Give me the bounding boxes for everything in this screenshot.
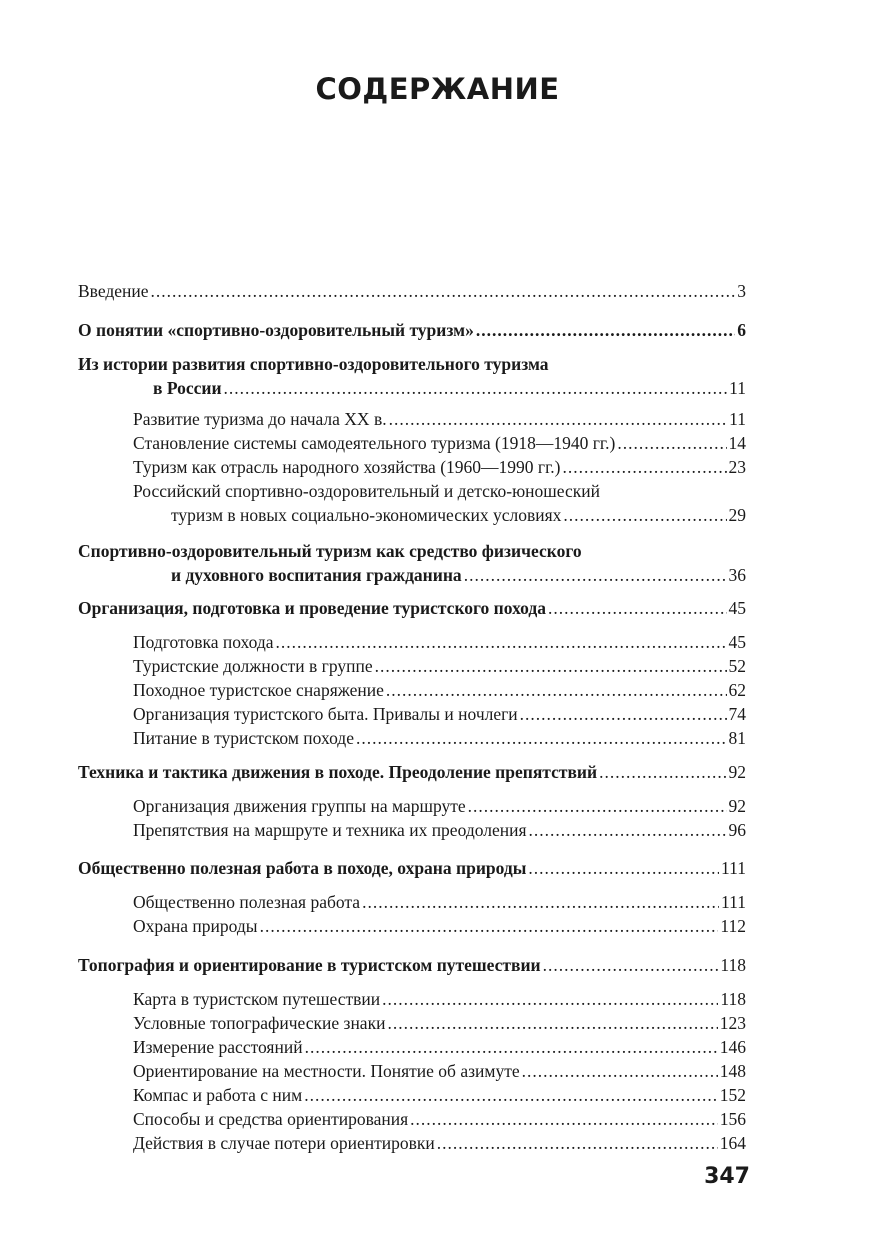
toc-entry-page: 62 bbox=[728, 680, 746, 700]
toc-entry-page: 111 bbox=[721, 858, 746, 878]
dot-leader bbox=[548, 596, 726, 620]
toc-entry[interactable] bbox=[133, 1035, 746, 1059]
dot-leader bbox=[599, 760, 726, 784]
toc-entry[interactable] bbox=[133, 455, 746, 479]
toc-entry[interactable] bbox=[133, 890, 746, 914]
dot-leader bbox=[260, 914, 719, 938]
toc-entry[interactable] bbox=[133, 1083, 746, 1107]
toc-entry-page: 118 bbox=[720, 955, 746, 975]
toc-entry-page: 6 bbox=[737, 320, 746, 340]
dot-leader bbox=[563, 455, 727, 479]
toc-entry[interactable] bbox=[133, 987, 746, 1011]
toc-entry[interactable] bbox=[78, 856, 746, 880]
toc-entry[interactable] bbox=[133, 818, 746, 842]
toc-entry-page: 74 bbox=[728, 704, 746, 724]
toc-entry-label: Становление системы самодеятельного туризма (1918—1940 гг.) bbox=[133, 433, 616, 453]
toc-entry-page: 118 bbox=[720, 989, 746, 1009]
toc-entry-page: 111 bbox=[721, 892, 746, 912]
toc-entry-page: 11 bbox=[729, 409, 746, 429]
toc-entry-page: 156 bbox=[719, 1109, 746, 1129]
dot-leader bbox=[522, 1059, 718, 1083]
toc-entry-label: Топография и ориентирование в туристском путешествии bbox=[78, 955, 541, 975]
dot-leader bbox=[276, 630, 727, 654]
toc-entry[interactable] bbox=[133, 794, 746, 818]
toc-entry[interactable] bbox=[78, 279, 746, 303]
toc-entry[interactable] bbox=[133, 630, 746, 654]
dot-leader bbox=[437, 1131, 718, 1155]
toc-entry[interactable] bbox=[133, 1131, 746, 1155]
toc-entry[interactable] bbox=[133, 407, 746, 431]
toc-entry-label-line2: и духовного воспитания гражданина bbox=[171, 565, 462, 585]
dot-leader bbox=[375, 654, 727, 678]
toc-entry-label: Введение bbox=[78, 281, 149, 301]
toc-entry-page: 148 bbox=[719, 1061, 746, 1081]
toc-entry[interactable] bbox=[133, 1107, 746, 1131]
toc-entry-label: Организация туристского быта. Привалы и ночлеги bbox=[133, 704, 518, 724]
toc-entry[interactable] bbox=[133, 1059, 746, 1083]
toc-entry-label: Организация, подготовка и проведение туристского похода bbox=[78, 598, 547, 618]
dot-leader bbox=[387, 1011, 717, 1035]
toc-entry-page: 96 bbox=[728, 820, 746, 840]
dot-leader bbox=[151, 279, 736, 303]
toc-entry[interactable] bbox=[78, 953, 746, 977]
toc-entry-label: Охрана природы bbox=[133, 916, 258, 936]
toc-entry-page: 14 bbox=[728, 433, 746, 453]
toc-entry-page: 36 bbox=[728, 565, 746, 585]
toc-entry[interactable] bbox=[133, 654, 746, 678]
toc-entry-label-line2: в России bbox=[153, 378, 222, 398]
dot-leader bbox=[468, 794, 727, 818]
toc-entry-label-line2: туризм в новых социально-экономических условиях bbox=[171, 505, 562, 525]
toc-entry-label: Измерение расстояний bbox=[133, 1037, 303, 1057]
toc-entry-page: 152 bbox=[719, 1085, 746, 1105]
toc-entry-label: Туризм как отрасль народного хозяйства (1960—1990 гг.) bbox=[133, 457, 561, 477]
dot-leader bbox=[529, 818, 727, 842]
toc-entry-label: Условные топографические знаки bbox=[133, 1013, 386, 1033]
toc-entry-page: 29 bbox=[728, 505, 746, 525]
toc-entry[interactable] bbox=[133, 479, 746, 527]
toc-entry[interactable] bbox=[133, 914, 746, 938]
page-title: СОДЕРЖАНИЕ bbox=[315, 72, 560, 106]
dot-leader bbox=[410, 1107, 718, 1131]
dot-leader bbox=[528, 856, 719, 880]
page-number: 347 bbox=[704, 1164, 750, 1189]
toc-entry[interactable] bbox=[133, 1011, 746, 1035]
dot-leader bbox=[464, 563, 727, 587]
toc-entry-page: 23 bbox=[728, 457, 746, 477]
toc-entry[interactable] bbox=[78, 318, 746, 342]
toc-entry-label: Техника и тактика движения в походе. Преодоление препятствий bbox=[78, 762, 598, 782]
toc-entry-page: 11 bbox=[729, 378, 746, 398]
toc-entry-label: Карта в туристском путешествии bbox=[133, 989, 381, 1009]
toc-entry[interactable] bbox=[133, 678, 746, 702]
toc-entry[interactable] bbox=[78, 760, 746, 784]
toc-entry[interactable] bbox=[133, 702, 746, 726]
toc-entry-page: 45 bbox=[728, 632, 746, 652]
toc-entry[interactable] bbox=[133, 431, 746, 455]
toc-entry-label: Туристские должности в группе bbox=[133, 656, 373, 676]
toc-entry-page: 164 bbox=[719, 1133, 746, 1153]
dot-leader bbox=[305, 1035, 718, 1059]
dot-leader bbox=[520, 702, 727, 726]
toc-entry-page: 112 bbox=[720, 916, 746, 936]
dot-leader bbox=[617, 431, 726, 455]
toc-entry[interactable] bbox=[133, 726, 746, 750]
toc-entry-label: Походное туристское снаряжение bbox=[133, 680, 384, 700]
dot-leader bbox=[543, 953, 719, 977]
toc-entry[interactable] bbox=[78, 352, 746, 400]
dot-leader bbox=[304, 1083, 718, 1107]
dot-leader bbox=[563, 503, 726, 527]
toc-entry-page: 123 bbox=[719, 1013, 746, 1033]
toc-entry-label: Подготовка похода bbox=[133, 632, 274, 652]
toc-entry[interactable] bbox=[78, 539, 746, 587]
dot-leader bbox=[386, 678, 727, 702]
toc-entry-page: 52 bbox=[728, 656, 746, 676]
dot-leader bbox=[476, 318, 735, 342]
toc-entry-label: Общественно полезная работа в походе, охрана природы bbox=[78, 858, 527, 878]
toc-entry-label-line1: Российский спортивно-оздоровительный и детско-юношеский bbox=[133, 481, 600, 501]
toc-entry-label: Действия в случае потери ориентировки bbox=[133, 1133, 435, 1153]
toc-entry-label: Общественно полезная работа bbox=[133, 892, 361, 912]
toc-entry-label: Ориентирование на местности. Понятие об азимуте bbox=[133, 1061, 520, 1081]
toc-entry-page: 92 bbox=[728, 796, 746, 816]
toc-entry-label: О понятии «спортивно-оздоровительный туризм» bbox=[78, 320, 474, 340]
toc-entry-label: Компас и работа с ним bbox=[133, 1085, 303, 1105]
toc-entry-page: 146 bbox=[719, 1037, 746, 1057]
toc-entry-label-line1: Спортивно-оздоровительный туризм как средство физического bbox=[78, 541, 582, 561]
toc-entry-page: 81 bbox=[728, 728, 746, 748]
toc-entry-label: Способы и средства ориентирования bbox=[133, 1109, 409, 1129]
dot-leader bbox=[382, 987, 718, 1011]
toc-entry-label: Организация движения группы на маршруте bbox=[133, 796, 466, 816]
toc-entry-label-line1: Из истории развития спортивно-оздоровительного туризма bbox=[78, 354, 549, 374]
toc-entry-label: Препятствия на маршруте и техника их преодоления bbox=[133, 820, 527, 840]
dot-leader bbox=[224, 376, 728, 400]
toc-entry-page: 92 bbox=[728, 762, 746, 782]
toc-entry-page: 3 bbox=[737, 281, 746, 301]
toc-entry[interactable] bbox=[78, 596, 746, 620]
toc-entry-label: Развитие туризма до начала XX в. bbox=[133, 409, 387, 429]
toc-entry-label: Питание в туристском походе bbox=[133, 728, 354, 748]
toc-entry-page: 45 bbox=[728, 598, 746, 618]
dot-leader bbox=[356, 726, 727, 750]
dot-leader bbox=[389, 407, 728, 431]
dot-leader bbox=[362, 890, 719, 914]
